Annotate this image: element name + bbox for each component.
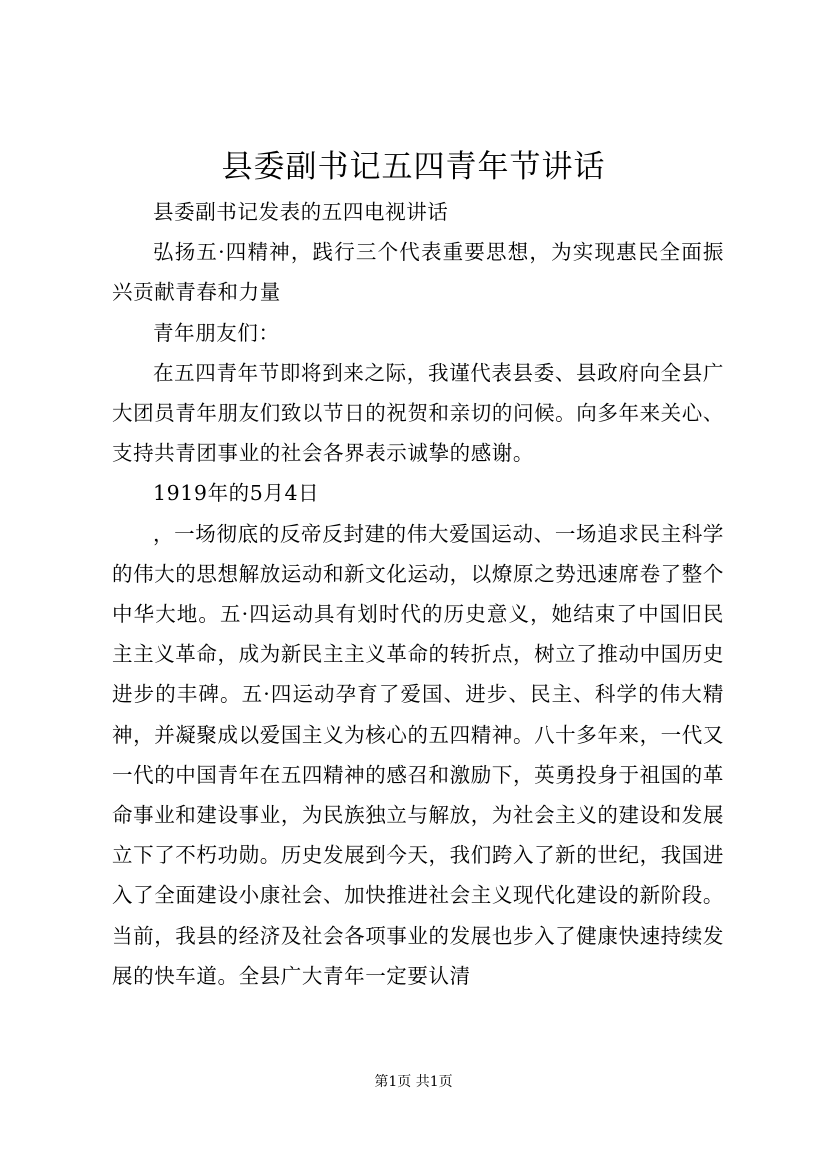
document-title: 县委副书记五四青年节讲话: [221, 149, 606, 185]
paragraph-history: ，一场彻底的反帝反封建的伟大爱国运动、一场追求民主科学的伟大的思想解放运动和新文化运动，以燎原之势迅速席卷了整个中华大地。五·四运动具有划时代的历史意义，她结束了中国旧民主主义革命，成为新民主主义革命的转折点，树立了推动中国历史进步的丰碑。五·四运动孕育了爱国、进步、民主、科学的伟大精神，并凝聚成以爱国主义为核心的五四精神。八十多年来，一代又一代的中国青年在五四精神的感召和激励下，英勇投身于祖国的革命事业和建设事业，为民族独立与解放，为社会主义的建设和发展立下了不朽功勋。历史发展到今天，我们跨入了新的世纪，我国进入了全面建设小康社会、加快推进社会主义现代化建设的新阶段。当前，我县的经济及社会各项事业的发展也步入了健康快速持续发展的快车道。全县广大青年一定要认清: [112, 521, 724, 988]
paragraph-greeting: 在五四青年节即将到来之际，我谨代表县委、县政府向全县广大团员青年朋友们致以节日的祝贺和亲切的问候。向多年来关心、支持共青团事业的社会各界表示诚挚的感谢。: [112, 360, 724, 466]
paragraph-salutation: 青年朋友们：: [153, 320, 280, 345]
page-footer: 第1页 共1页: [374, 1074, 453, 1090]
paragraph-subtitle: 县委副书记发表的五四电视讲话: [153, 200, 449, 224]
paragraph-date: 1919年的5月4日: [153, 481, 320, 506]
document-body: [112, 192, 724, 996]
paragraph-theme: 弘扬五·四精神，践行三个代表重要思想，为实现惠民全面振兴贡献青春和力量: [112, 240, 724, 305]
